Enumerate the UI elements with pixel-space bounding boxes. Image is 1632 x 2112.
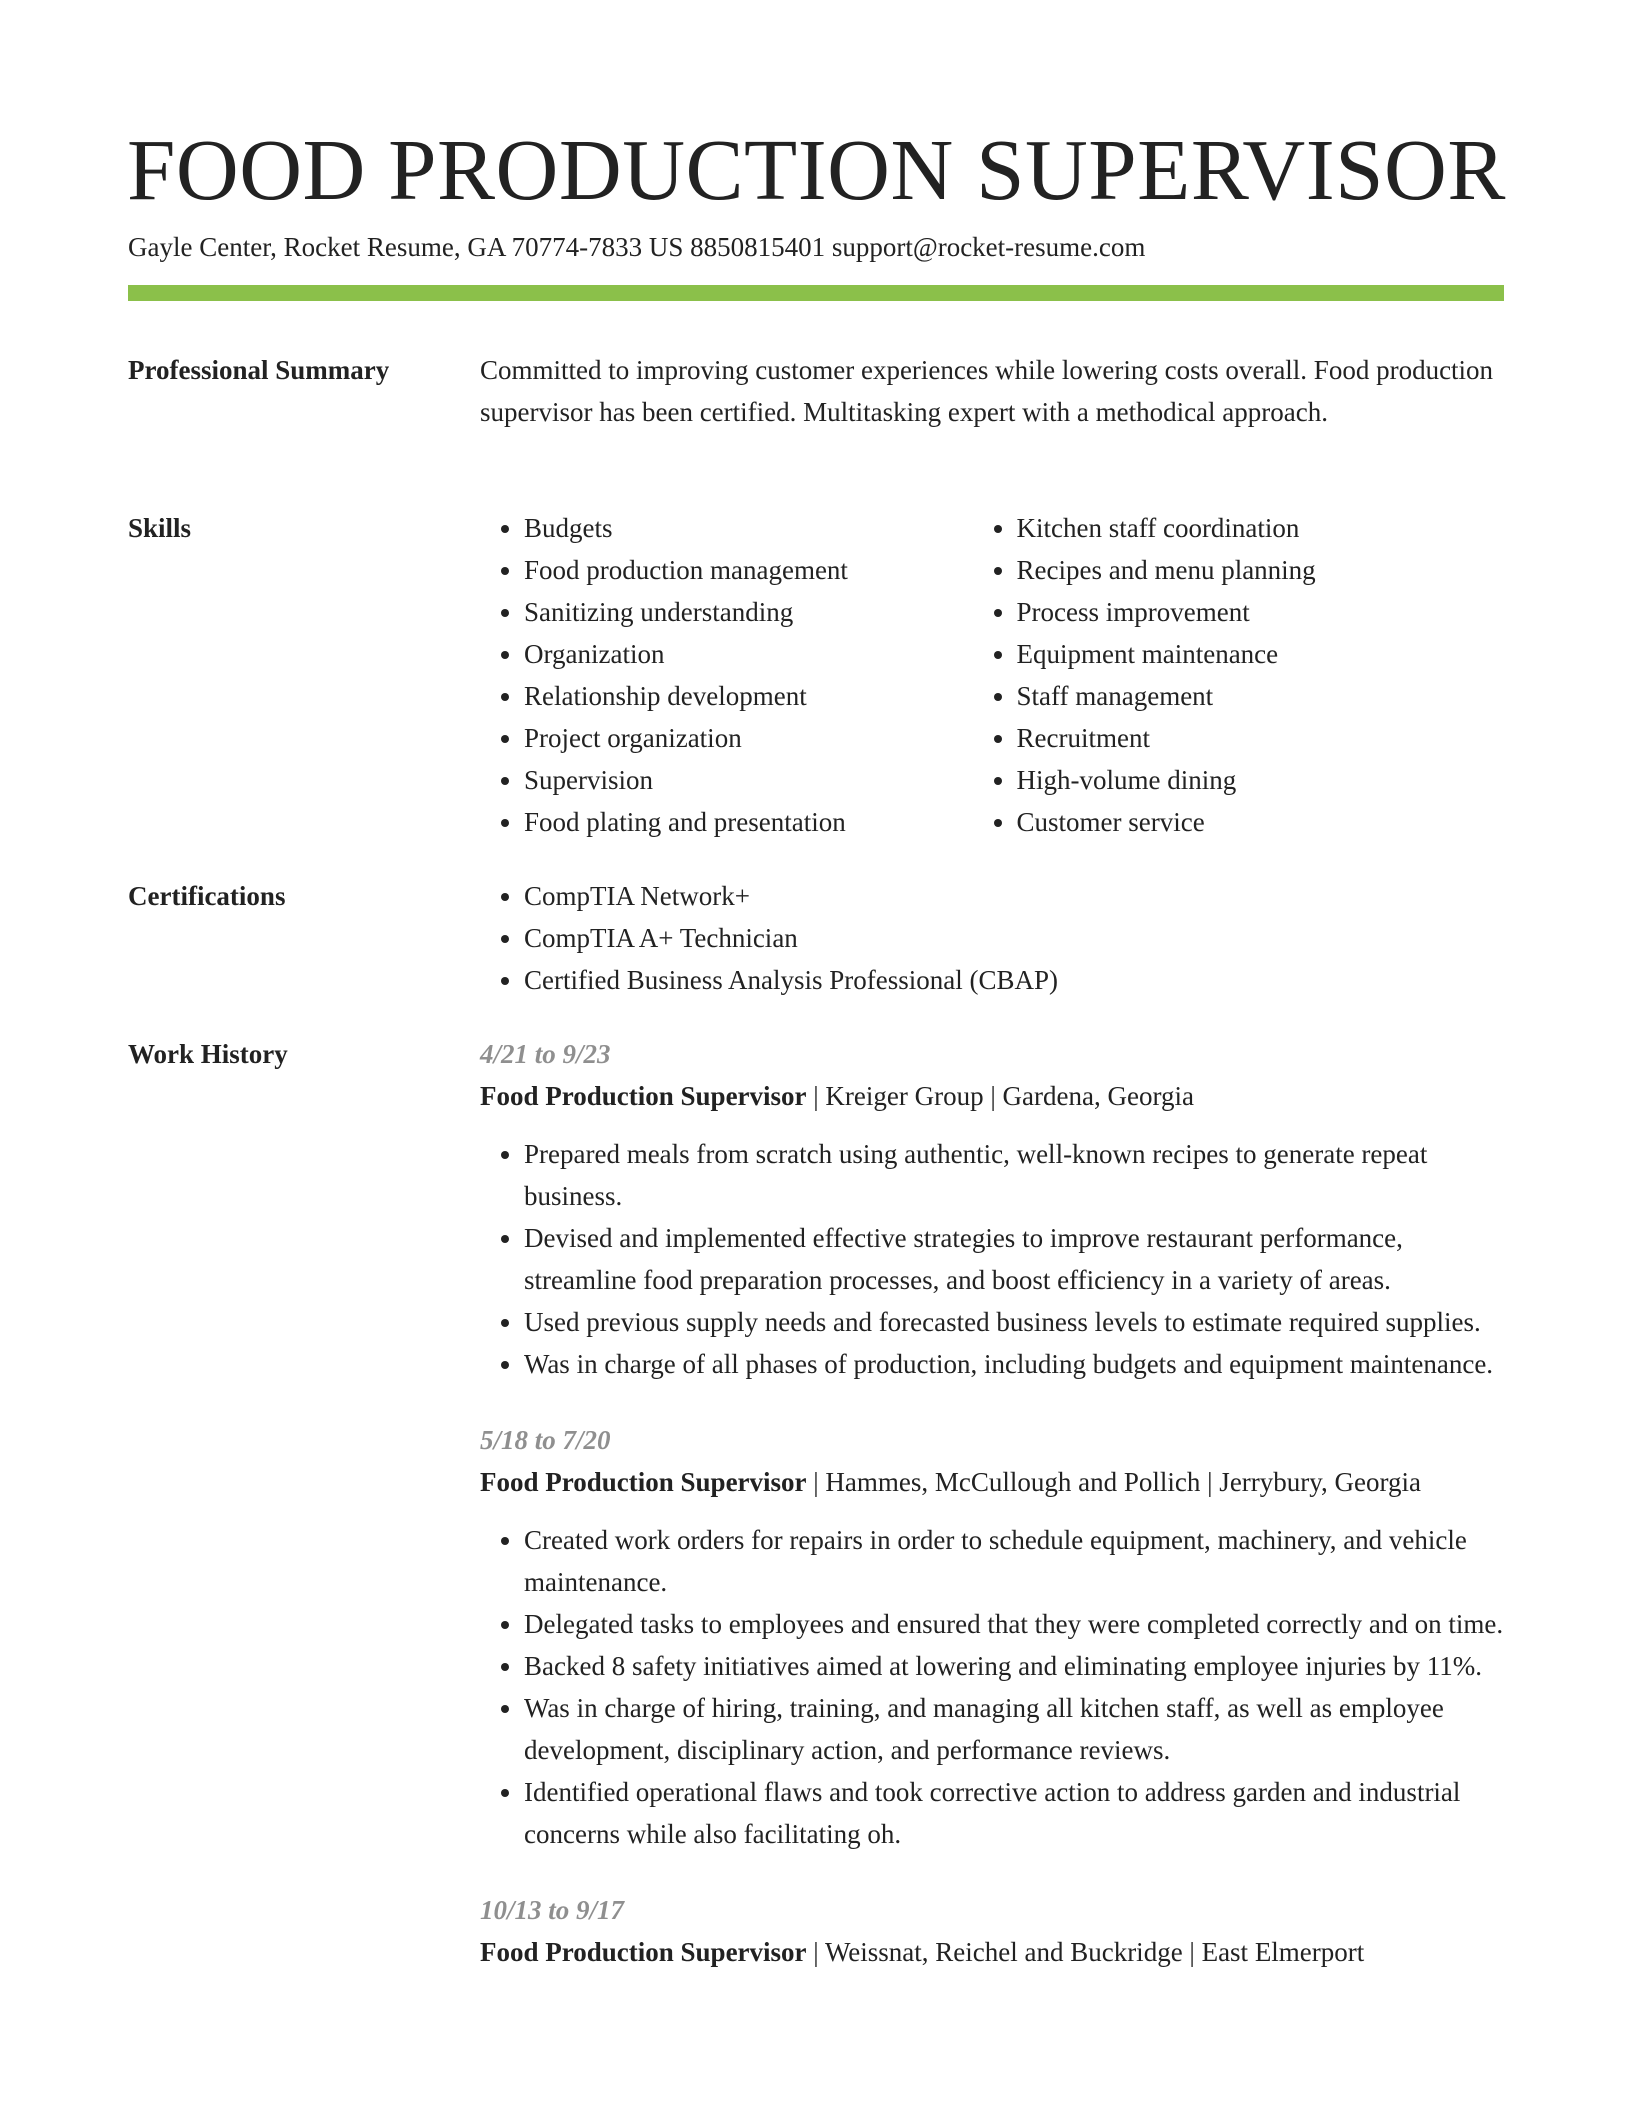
job-employer-location: | Kreiger Group | Gardena, Georgia xyxy=(806,1081,1194,1111)
certification-item: • CompTIA Network+ xyxy=(524,875,1504,917)
certifications-list xyxy=(480,875,1504,1001)
skill-item: • High-volume dining xyxy=(1017,759,1505,801)
job-bullet: • Prepared meals from scratch using authentic, well-known recipes to generate repeat business. xyxy=(524,1133,1504,1217)
certification-item: • CompTIA A+ Technician xyxy=(524,917,1504,959)
skill-item: • Food production management xyxy=(524,549,973,591)
summary-section xyxy=(128,349,1504,433)
certifications-heading: Certifications xyxy=(128,881,286,911)
job-dates: 5/18 to 7/20 xyxy=(480,1425,611,1455)
certifications-section xyxy=(128,875,1504,1001)
job-bullet: • Identified operational flaws and took corrective action to address garden and industrial concerns while also facilitating oh. xyxy=(524,1771,1504,1855)
skill-item: • Relationship development xyxy=(524,675,973,717)
job-heading xyxy=(480,1931,1504,1973)
summary-text: Committed to improving customer experiences while lowering costs overall. Food production supervisor has been certified. Multitasking expert with a methodical approach. xyxy=(480,355,1494,427)
skill-item: • Food plating and presentation xyxy=(524,801,973,843)
job-title: Food Production Supervisor xyxy=(480,1081,807,1111)
job-title: Food Production Supervisor xyxy=(480,1467,807,1497)
job-entry xyxy=(480,1889,1504,1973)
job-dates: 4/21 to 9/23 xyxy=(480,1039,611,1069)
skill-item: • Sanitizing understanding xyxy=(524,591,973,633)
job-bullet: • Delegated tasks to employees and ensured that they were completed correctly and on time. xyxy=(524,1603,1504,1645)
job-heading xyxy=(480,1461,1504,1503)
skill-item: • Budgets xyxy=(524,507,973,549)
skill-item: • Recruitment xyxy=(1017,717,1505,759)
job-bullets xyxy=(480,1133,1504,1385)
skill-item: • Kitchen staff coordination xyxy=(1017,507,1505,549)
job-bullet: • Created work orders for repairs in order to schedule equipment, machinery, and vehicle maintenance. xyxy=(524,1519,1504,1603)
job-bullet: • Backed 8 safety initiatives aimed at lowering and eliminating employee injuries by 11%. xyxy=(524,1645,1504,1687)
job-bullets xyxy=(480,1519,1504,1855)
job-bullet: • Devised and implemented effective strategies to improve restaurant performance, streamline food preparation processes, and boost efficiency in a variety of areas. xyxy=(524,1217,1504,1301)
skills-list-left xyxy=(480,507,973,843)
job-entry xyxy=(480,1419,1504,1855)
job-employer-location: | Weissnat, Reichel and Buckridge | East Elmerport xyxy=(806,1937,1365,1967)
header-divider xyxy=(128,285,1504,301)
job-title: Food Production Supervisor xyxy=(480,1937,807,1967)
skill-item: • Process improvement xyxy=(1017,591,1505,633)
skill-item: • Project organization xyxy=(524,717,973,759)
skill-item: • Staff management xyxy=(1017,675,1505,717)
summary-heading: Professional Summary xyxy=(128,355,390,385)
job-bullet: • Was in charge of hiring, training, and managing all kitchen staff, as well as employee development, disciplinary action, and performance reviews. xyxy=(524,1687,1504,1771)
work-history-section xyxy=(128,1033,1504,2007)
work-history-heading: Work History xyxy=(128,1039,288,1069)
skills-list-right xyxy=(973,507,1505,843)
page-title: FOOD PRODUCTION SUPERVISOR xyxy=(127,121,1506,218)
contact-line: Gayle Center, Rocket Resume, GA 70774-7833 US 8850815401 support@rocket-resume.com xyxy=(128,232,1146,262)
job-employer-location: | Hammes, McCullough and Pollich | Jerrybury, Georgia xyxy=(806,1467,1421,1497)
skills-section xyxy=(128,507,1504,843)
skill-item: • Customer service xyxy=(1017,801,1505,843)
skills-heading: Skills xyxy=(128,513,192,543)
job-dates: 10/13 to 9/17 xyxy=(480,1895,625,1925)
job-heading xyxy=(480,1075,1504,1117)
job-bullet: • Used previous supply needs and forecasted business levels to estimate required supplies. xyxy=(524,1301,1504,1343)
skill-item: • Supervision xyxy=(524,759,973,801)
skill-item: • Recipes and menu planning xyxy=(1017,549,1505,591)
job-entry xyxy=(480,1033,1504,1385)
certification-item: • Certified Business Analysis Professional (CBAP) xyxy=(524,959,1504,1001)
skill-item: • Organization xyxy=(524,633,973,675)
job-bullet: • Was in charge of all phases of production, including budgets and equipment maintenance. xyxy=(524,1343,1504,1385)
skill-item: • Equipment maintenance xyxy=(1017,633,1505,675)
